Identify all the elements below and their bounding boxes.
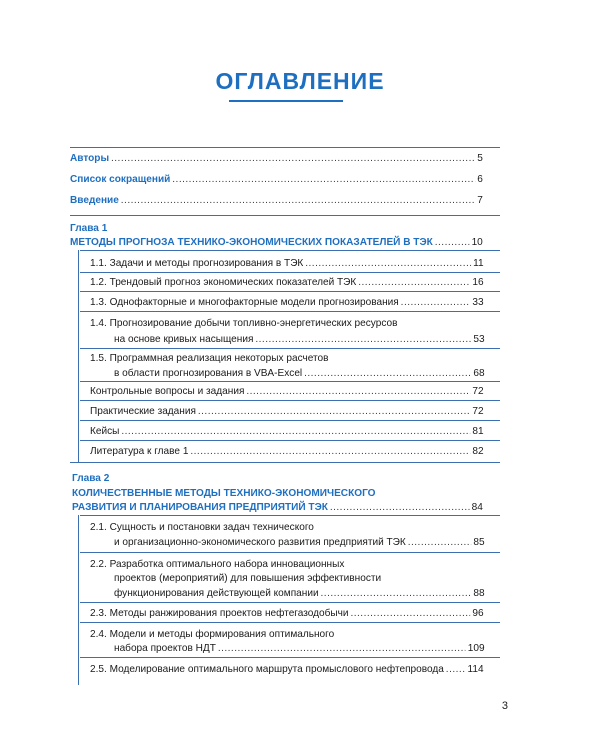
title-underline [229,100,343,102]
leader-dots [255,333,471,346]
row-divider [80,311,500,312]
chapter1-box-line [78,250,79,462]
toc-chapter2-title[interactable] [72,501,483,514]
row-divider [80,552,500,553]
leader-dots [358,276,470,289]
toc-cases[interactable] [90,425,484,438]
toc-control-questions[interactable] [90,385,484,398]
toc-entry-text: МЕТОДЫ ПРОГНОЗА ТЕХНИКО-ЭКОНОМИЧЕСКИХ ПОКАЗАТЕЛЕЙ В ТЭК [70,236,433,248]
toc-literature-1[interactable] [90,445,484,458]
toc-entry-text: и организационно-экономического развития предприятий ТЭК [114,536,406,548]
separator-top [70,147,500,148]
leader-dots [401,296,471,309]
toc-entry-text: функционирования действующей компании [114,587,319,599]
toc-entry-page: 114 [467,663,484,675]
toc-entry-text: Контрольные вопросы и задания [90,385,245,397]
page-number: 3 [501,700,508,712]
toc-entry-text: Литература к главе 1 [90,445,189,457]
toc-section-1-5[interactable] [114,367,485,380]
toc-entry-text: набора проектов НДТ [114,642,216,654]
toc-entry-page: 33 [472,296,484,308]
toc-entry-page: 16 [472,276,484,288]
toc-section-2-3[interactable] [90,607,484,620]
leader-dots [172,173,475,186]
toc-entry-page: 11 [473,257,484,269]
leader-dots [321,587,472,600]
leader-dots [305,257,471,270]
toc-entry-text: Практические задания [90,405,196,417]
row-divider [80,381,500,382]
toc-entry-page: 96 [472,607,484,619]
toc-section-2-2-line1[interactable]: 2.2. Разработка оптимального набора инновационных [90,558,345,570]
toc-entry-introduction[interactable] [70,194,483,207]
toc-entry-text: в области прогнозирования в VBA-Excel [114,367,303,379]
toc-section-2-2-line2[interactable]: проектов (мероприятий) для повышения эффективности [114,572,382,584]
toc-entry-page: 6 [477,173,483,185]
chapter2-box-line [78,515,79,685]
leader-dots [121,425,470,438]
leader-dots [446,663,466,676]
leader-dots [198,405,471,418]
row-divider [80,657,500,658]
toc-entry-page: 84 [471,501,483,513]
toc-section-2-2[interactable] [114,587,485,600]
toc-entry-page: 5 [477,152,483,164]
row-divider [80,602,500,603]
leader-dots [246,385,470,398]
toc-entry-text: на основе кривых насыщения [114,333,254,345]
toc-section-2-4-line1[interactable]: 2.4. Модели и методы формирования оптимального [90,628,335,640]
toc-entry-page: 82 [472,445,484,457]
row-divider [80,515,500,516]
toc-entry-page: 7 [477,194,483,206]
toc-entry-text: Список сокращений [70,173,171,185]
toc-section-2-5[interactable] [90,663,484,676]
toc-entry-text: Кейсы [90,425,120,437]
leader-dots [435,236,470,249]
toc-practical-tasks[interactable] [90,405,484,418]
toc-entry-page: 81 [472,425,484,437]
toc-section-1-3[interactable] [90,296,484,309]
row-divider [80,272,500,273]
toc-entry-page: 109 [467,642,485,654]
toc-entry-page: 68 [473,367,485,379]
toc-section-1-4-line1[interactable]: 1.4. Прогнозирование добычи топливно-энергетических ресурсов [90,317,398,329]
toc-entry-text: 1.3. Однофакторные и многофакторные модели прогнозирования [90,296,399,308]
toc-entry-text: 2.3. Методы ранжирования проектов нефтегазодобычи [90,607,349,619]
toc-entry-page: 10 [471,236,483,248]
toc-section-2-1[interactable] [114,536,485,549]
toc-entry-page: 72 [472,405,484,417]
toc-section-1-2[interactable] [90,276,484,289]
row-divider [80,622,500,623]
toc-entry-abbreviations[interactable] [70,173,483,186]
leader-dots [218,642,466,655]
leader-dots [111,152,475,165]
toc-entry-page: 88 [473,587,485,599]
toc-entry-page: 72 [472,385,484,397]
chapter1-label: Глава 1 [70,222,108,234]
leader-dots [304,367,471,380]
toc-entry-text: Введение [70,194,119,206]
row-divider [80,440,500,441]
separator-chapter1 [70,215,500,216]
toc-entry-page: 53 [473,333,485,345]
separator-chapter2 [70,462,500,463]
toc-section-2-4[interactable] [114,642,485,655]
toc-entry-text: 1.1. Задачи и методы прогнозирования в ТЭК [90,257,304,269]
toc-section-1-1[interactable] [90,257,484,270]
row-divider [80,250,500,251]
toc-entry-page: 85 [473,536,485,548]
toc-entry-text: 1.2. Трендовый прогноз экономических показателей ТЭК [90,276,357,288]
leader-dots [350,607,470,620]
toc-entry-text: РАЗВИТИЯ И ПЛАНИРОВАНИЯ ПРЕДПРИЯТИЙ ТЭК [72,501,328,513]
toc-entry-text: 2.5. Моделирование оптимального маршрута промыслового нефтепровода [90,663,444,675]
row-divider [80,348,500,349]
toc-entry-authors[interactable] [70,152,483,165]
chapter2-title-line1[interactable]: КОЛИЧЕСТВЕННЫЕ МЕТОДЫ ТЕХНИКО-ЭКОНОМИЧЕСКОГО [72,487,376,499]
leader-dots [330,501,470,514]
toc-section-1-5-line1[interactable]: 1.5. Программная реализация некоторых расчетов [90,352,329,364]
leader-dots [121,194,475,207]
row-divider [80,400,500,401]
toc-entry-text: Авторы [70,152,110,164]
toc-section-2-1-line1[interactable]: 2.1. Сущность и постановки задач технического [90,521,314,533]
toc-section-1-4[interactable] [114,333,485,346]
row-divider [80,420,500,421]
leader-dots [408,536,472,549]
toc-chapter1-title[interactable] [70,236,483,249]
row-divider [80,291,500,292]
leader-dots [190,445,470,458]
page-title: ОГЛАВЛЕНИЕ [215,68,385,94]
chapter2-label: Глава 2 [72,472,110,484]
